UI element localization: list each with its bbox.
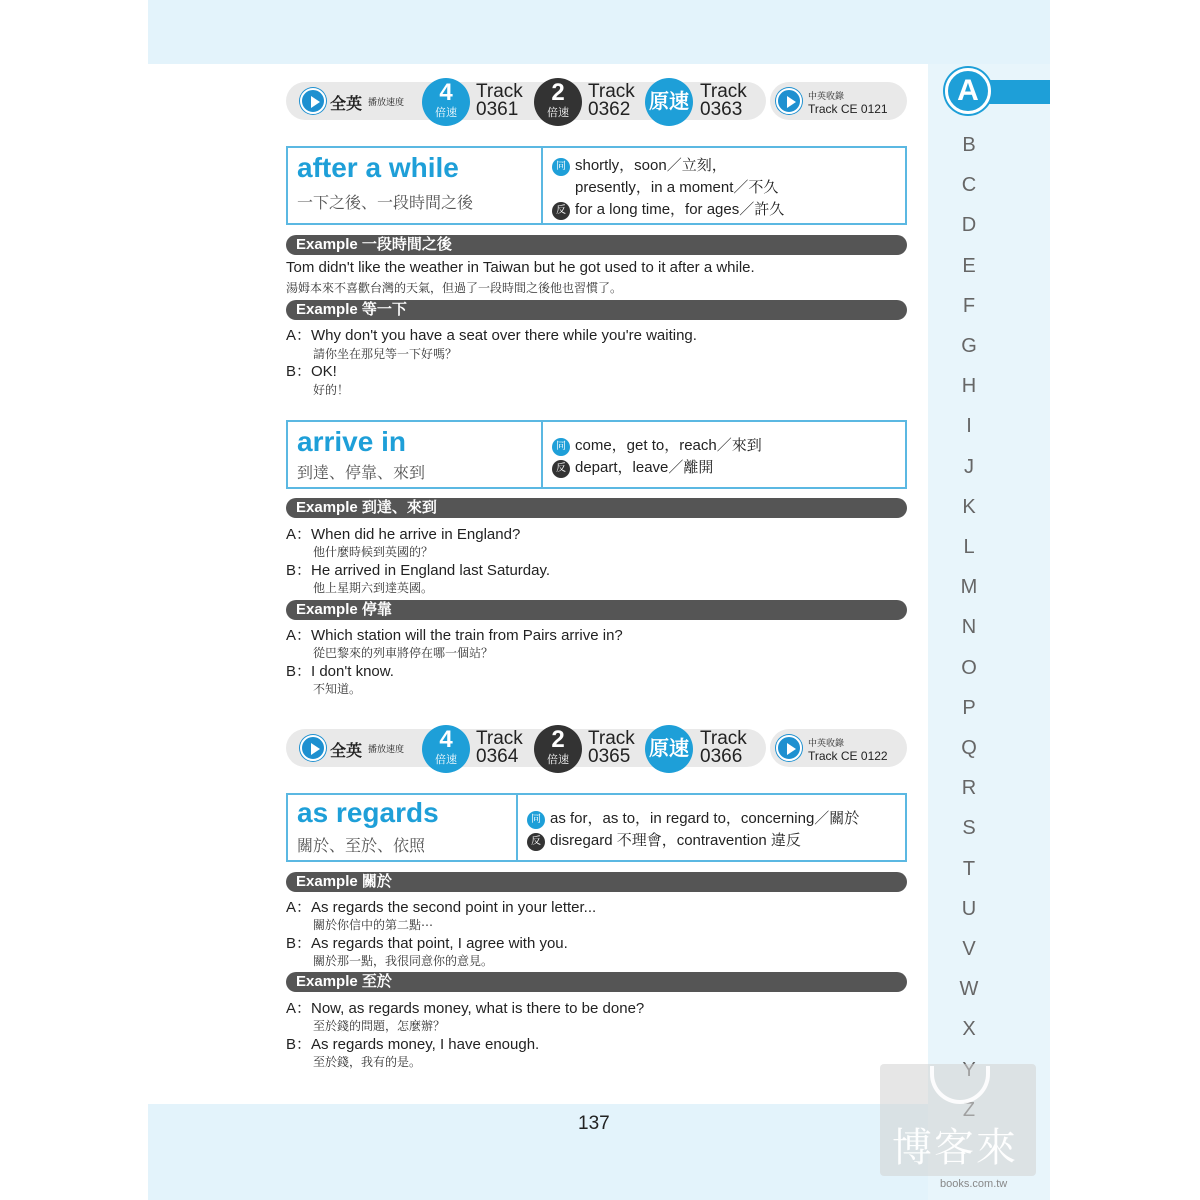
example-bar: Example 等一下 [286, 300, 907, 320]
all-english-label: 全英 [330, 94, 363, 113]
normal-speed-badge[interactable]: 原速 [645, 78, 693, 126]
ce-title: 中英收錄 [808, 92, 845, 102]
play-icon[interactable] [776, 88, 802, 114]
synonyms-cont: presently，in a moment／不久 [575, 179, 779, 196]
synonym-icon: 同 [527, 811, 545, 829]
track-bar [286, 725, 907, 771]
example-zh: 湯姆本來不喜歡台灣的天氣，但過了一段時間之後他也習慣了。 [286, 281, 623, 295]
alphabet-tab-u[interactable]: U [961, 897, 977, 920]
ce-track: Track CE 0121 [808, 102, 888, 116]
all-english-label: 全英 [330, 741, 363, 760]
page-number: 137 [578, 1113, 610, 1134]
example-en: A：As regards the second point in your letter... [286, 899, 597, 916]
alphabet-tab-x[interactable]: X [962, 1018, 976, 1041]
antonyms: 反 disregard 不理會，contravention 違反 [527, 829, 801, 851]
alphabet-tab-r[interactable]: R [961, 777, 977, 800]
meaning: 一下之後、一段時間之後 [297, 193, 474, 212]
example-bar: Example 至於 [286, 972, 907, 992]
antonym-icon: 反 [527, 833, 545, 851]
synonyms: 同 as for，as to，in regard to，concerning／關於 [527, 807, 859, 829]
meaning: 關於、至於、依照 [297, 836, 426, 855]
alphabet-tab-g[interactable]: G [961, 335, 977, 357]
antonym-icon: 反 [552, 202, 570, 220]
track-bar [286, 78, 907, 124]
alphabet-tab-n[interactable]: N [961, 616, 977, 639]
example-en: Tom didn't like the weather in Taiwan but he got used to it after a while. [286, 259, 755, 276]
headword: arrive in [297, 426, 406, 457]
alphabet-tab-p[interactable]: P [962, 696, 976, 719]
example-zh: 至於錢，我有的是。 [313, 1055, 422, 1069]
speed-note: 播放速度 [368, 745, 405, 755]
alphabet-tab-i[interactable]: I [966, 415, 972, 438]
alphabet-tab-s[interactable]: S [962, 817, 976, 840]
example-en: B：OK! [286, 363, 337, 380]
example-zh: 不知道。 [313, 682, 362, 696]
alphabet-tab-e[interactable]: E [962, 254, 976, 277]
example-zh: 他什麼時候到英國的？ [313, 545, 434, 559]
alphabet-tab-c[interactable]: C [961, 174, 977, 197]
watermark-text: 博客來 [892, 1125, 1018, 1171]
antonyms: 反 depart，leave／離開 [552, 456, 713, 478]
top-background [148, 0, 1050, 64]
example-bar: Example 到達、來到 [286, 498, 907, 518]
alphabet-tab-active[interactable]: A [945, 68, 991, 114]
example-en: A：Now, as regards money, what is there to be done? [286, 1000, 645, 1017]
alphabet-tab-v[interactable]: V [962, 938, 976, 960]
example-zh: 他上星期六到達英國。 [313, 581, 434, 595]
bottom-background [148, 1104, 930, 1200]
antonyms: 反 for a long time，for ages／許久 [552, 198, 784, 220]
synonym-icon: 同 [552, 438, 570, 456]
meaning: 到達、停靠、來到 [297, 463, 426, 482]
example-en: B：I don't know. [286, 663, 394, 680]
example-en: B：As regards money, I have enough. [286, 1036, 540, 1053]
speed-4x-badge[interactable]: 4 倍速 [422, 78, 470, 126]
watermark-url: books.com.tw [940, 1178, 1008, 1190]
example-bar: Example 停靠 [286, 600, 907, 620]
track-number: Track 0361 [476, 81, 523, 120]
normal-speed-badge[interactable]: 原速 [645, 725, 693, 773]
speed-2x-badge[interactable]: 2 倍速 [534, 725, 582, 773]
example-zh: 請你坐在那兒等一下好嗎？ [313, 347, 458, 361]
alphabet-tab-j[interactable]: J [964, 455, 974, 478]
alphabet-tab-w[interactable]: W [959, 978, 979, 1001]
speed-note: 播放速度 [368, 98, 405, 108]
alphabet-tab-f[interactable]: F [962, 294, 976, 317]
alphabet-strip [928, 64, 1050, 1200]
alphabet-tab-d[interactable]: D [961, 214, 977, 237]
alphabet-tab-k[interactable]: K [962, 495, 976, 518]
play-icon[interactable] [300, 735, 326, 761]
headword: after a while [297, 152, 459, 183]
example-zh: 關於那一點，我很同意你的意見。 [313, 954, 494, 968]
track-number: Track 0366 [700, 728, 747, 767]
alphabet-tab-t[interactable]: T [962, 857, 976, 880]
ce-track: Track CE 0122 [808, 749, 888, 763]
example-zh: 關於你信中的第二點⋯ [313, 918, 434, 932]
alphabet-tab-q[interactable]: Q [961, 737, 977, 759]
antonym-icon: 反 [552, 460, 570, 478]
example-en: B：He arrived in England last Saturday. [286, 562, 551, 579]
speed-4x-badge[interactable]: 4 倍速 [422, 725, 470, 773]
example-zh: 至於錢的問題，怎麼辦？ [313, 1019, 446, 1033]
example-bar: Example 關於 [286, 872, 907, 892]
track-number: Track 0363 [700, 81, 747, 120]
alphabet-tab-o[interactable]: O [961, 656, 977, 679]
example-en: B：As regards that point, I agree with you. [286, 935, 568, 952]
example-en: A：Why don't you have a seat over there while you're waiting. [286, 327, 697, 344]
word-box [286, 793, 907, 862]
synonyms: 同 shortly，soon／立刻， [552, 154, 727, 176]
track-number: Track 0362 [588, 81, 635, 120]
play-icon[interactable] [300, 88, 326, 114]
alphabet-tab-h[interactable]: H [961, 375, 977, 398]
example-zh: 好的！ [313, 383, 350, 397]
track-number: Track 0365 [588, 728, 635, 767]
ce-title: 中英收錄 [808, 739, 845, 749]
word-box [286, 420, 907, 489]
example-zh: 從巴黎來的列車將停在哪一個站？ [313, 646, 494, 660]
example-en: A：When did he arrive in England? [286, 526, 521, 543]
speed-2x-badge[interactable]: 2 倍速 [534, 78, 582, 126]
alphabet-tab-b[interactable]: B [962, 134, 976, 156]
example-en: A：Which station will the train from Pairs arrive in? [286, 627, 623, 644]
example-bar: Example 一段時間之後 [286, 235, 907, 255]
play-icon[interactable] [776, 735, 802, 761]
track-number: Track 0364 [476, 728, 523, 767]
synonym-icon: 同 [552, 158, 570, 176]
alphabet-tab-l[interactable]: L [963, 536, 975, 558]
synonyms: 同 come，get to，reach／來到 [552, 434, 762, 456]
alphabet-tab-m[interactable]: M [960, 576, 978, 599]
headword: as regards [297, 797, 439, 828]
word-box [286, 146, 907, 225]
